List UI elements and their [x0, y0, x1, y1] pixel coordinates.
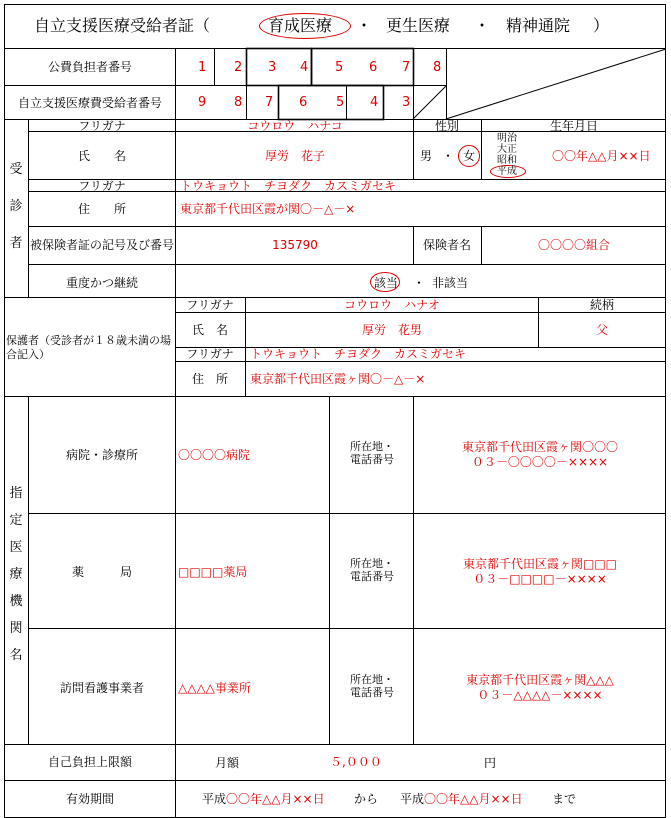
recipient-number-label: 自立支援医療費受給者番号 — [17, 96, 163, 110]
payer-digit: 7 — [402, 60, 411, 75]
gender-separator: ・ — [442, 149, 455, 163]
guardian-furigana-label: フリガナ — [186, 298, 234, 312]
payer-digit: 1 — [198, 60, 207, 75]
validity-label: 有効期間 — [65, 792, 115, 806]
guardian-name-value: 厚労 花男 — [361, 323, 423, 337]
era-heisei: 平成 — [497, 166, 517, 177]
gender-male: 男 — [420, 149, 433, 163]
payer-digit: 8 — [433, 60, 442, 75]
copay-amount: ５,０００ — [330, 755, 382, 769]
insurance-card-label: 被保険者証の記号及び番号 — [29, 238, 175, 252]
institution-name: □□□□薬局 — [178, 565, 248, 579]
institution-address: 東京都千代田区霞ヶ関△△△ — [466, 673, 614, 687]
institution-type-hospital: 病院・診療所 — [65, 448, 139, 462]
severe-continuous-label: 重度かつ継続 — [65, 276, 139, 290]
recipient-digit: 3 — [402, 95, 411, 110]
validity-from-era: 平成 — [202, 792, 227, 806]
validity-from-word: から — [354, 792, 379, 806]
title-close: ） — [593, 16, 610, 35]
title-prefix: 自立支援医療受給者証（ — [34, 16, 211, 35]
payer-digit: 3 — [268, 60, 277, 75]
validity-to-date: 〇〇年△△月××日 — [424, 792, 523, 806]
location-label: 所在地・ — [350, 440, 394, 453]
title-separator: ・ — [356, 16, 373, 35]
insurance-card-value: 135790 — [272, 238, 318, 252]
guardian-address-furigana-value: トウキョウト チヨダク カスミガセキ — [250, 347, 467, 361]
patient-furigana-value: コウロウ ハナコ — [247, 119, 343, 133]
era-showa: 昭和 — [497, 155, 517, 166]
payer-digit: 5 — [335, 60, 344, 75]
guardian-furigana-value: コウロウ ハナオ — [344, 298, 440, 312]
phone-label: 電話番号 — [350, 453, 394, 466]
insurer-value: 〇〇〇〇組合 — [537, 238, 611, 252]
patient-furigana-label: フリガナ — [78, 119, 126, 133]
institution-address: 東京都千代田区霞ヶ関〇〇〇 — [461, 440, 619, 454]
guardian-address-label: 住 所 — [191, 372, 229, 386]
era-taisho: 大正 — [497, 144, 517, 155]
yen-unit: 円 — [484, 756, 497, 770]
location-label: 所在地・ — [350, 673, 394, 686]
address-value: 東京都千代田区霞が関〇－△－× — [180, 202, 356, 216]
institution-name: △△△△事業所 — [178, 681, 251, 695]
institution-type-pharmacy: 薬 局 — [71, 565, 133, 579]
address-furigana-label: フリガナ — [78, 179, 126, 193]
institution-address: 東京都千代田区霞ヶ関□□□ — [462, 557, 618, 571]
severe-separator: ・ — [413, 276, 426, 290]
institution-phone: ０３－□□□□－×××× — [473, 572, 607, 586]
payer-digit: 6 — [369, 60, 378, 75]
institution-name: 〇〇〇〇病院 — [178, 448, 251, 462]
title-option-ikusei: 育成医療 — [268, 16, 333, 35]
address-furigana-value: トウキョウト チヨダク カスミガセキ — [180, 179, 397, 193]
copay-limit-label: 自己負担上限額 — [47, 755, 133, 769]
recipient-digit: 6 — [299, 95, 308, 110]
birth-date-value: 〇〇年△△月××日 — [552, 149, 651, 163]
title-option-seishin: 精神通院 — [506, 16, 571, 35]
validity-from-date: 〇〇年△△月××日 — [226, 792, 325, 806]
guardian-name-label: 氏 名 — [191, 323, 229, 337]
title-option-kosei: 更生医療 — [386, 16, 451, 35]
birth-date-label: 生年月日 — [549, 119, 599, 133]
title-separator: ・ — [474, 16, 491, 35]
recipient-digit: 5 — [336, 95, 345, 110]
payer-digit: 2 — [234, 60, 243, 75]
relation-value: 父 — [595, 323, 609, 337]
guardian-address-furigana-label: フリガナ — [186, 347, 234, 361]
recipient-digit: 7 — [265, 95, 274, 110]
severe-yes: 該当 — [374, 276, 399, 290]
recipient-digit: 9 — [198, 95, 207, 110]
severe-no: 非該当 — [432, 276, 469, 290]
institution-type-home-nursing: 訪問看護事業者 — [59, 681, 145, 695]
address-label: 住 所 — [77, 202, 127, 216]
institution-phone: ０３－〇〇〇〇－×××× — [471, 455, 609, 469]
era-meiji: 明治 — [497, 133, 517, 144]
guardian-address-value: 東京都千代田区霞ヶ関〇－△－× — [250, 372, 426, 386]
relation-label: 続柄 — [589, 298, 615, 312]
insurer-label: 保険者名 — [422, 238, 472, 252]
payer-digit: 4 — [300, 60, 309, 75]
patient-section-label: 受 診 者 — [9, 162, 23, 251]
monthly-label: 月額 — [215, 756, 240, 770]
recipient-digit: 8 — [234, 95, 243, 110]
patient-name-label: 氏 名 — [77, 149, 127, 163]
validity-to-era: 平成 — [400, 792, 425, 806]
gender-female: 女 — [463, 149, 476, 163]
patient-name-value: 厚労 花子 — [264, 149, 326, 163]
phone-label: 電話番号 — [350, 570, 394, 583]
guardian-section-label: 保護者（受診者が１８歳未満の場合記入） — [6, 334, 171, 361]
institution-phone: ０３－△△△△－×××× — [477, 688, 603, 702]
gender-label: 性別 — [434, 119, 460, 133]
location-label: 所在地・ — [350, 557, 394, 570]
institutions-section-label: 指 定 医 療 機 関 名 — [9, 486, 23, 663]
validity-to-word: まで — [552, 792, 577, 806]
payer-number-label: 公費負担者番号 — [47, 60, 133, 74]
recipient-digit: 4 — [370, 95, 379, 110]
phone-label: 電話番号 — [350, 686, 394, 699]
